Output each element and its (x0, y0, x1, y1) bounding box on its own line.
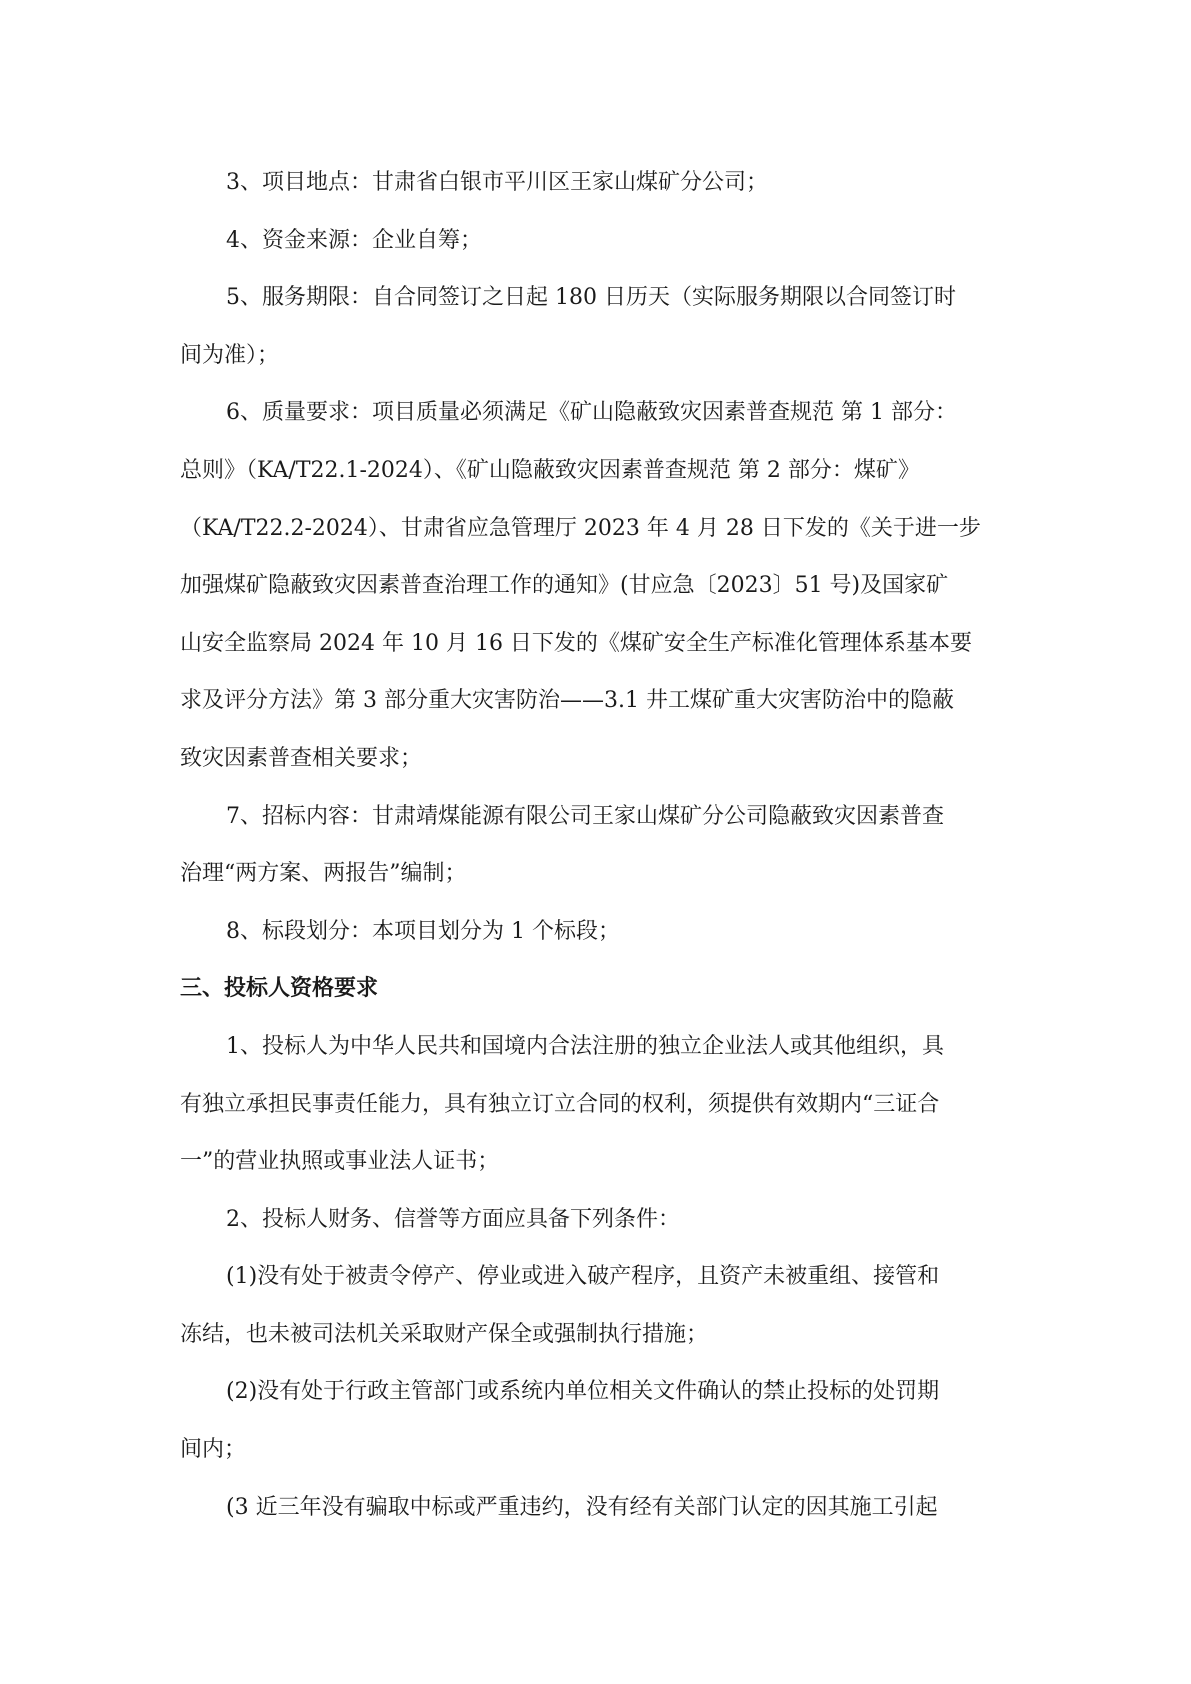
paragraph-condition-2: (2)没有处于行政主管部门或系统内单位相关文件确认的禁止投标的处罚期 (226, 1379, 940, 1405)
paragraph-quality-requirements-cont: 山安全监察局 2024 年 10 月 16 日下发的《煤矿安全生产标准化管理体系基本要 (180, 630, 972, 656)
paragraph-tender-content: 7、招标内容：甘肃靖煤能源有限公司王家山煤矿分公司隐蔽致灾因素普查 (226, 803, 944, 829)
paragraph-condition-3: (3 近三年没有骗取中标或严重违约，没有经有关部门认定的因其施工引起 (226, 1494, 938, 1520)
paragraph-condition-2-cont: 间内； (180, 1437, 247, 1463)
paragraph-condition-1-cont: 冻结，也未被司法机关采取财产保全或强制执行措施； (180, 1321, 709, 1347)
paragraph-quality-requirements-cont: 求及评分方法》第 3 部分重大灾害防治——3.1 井工煤矿重大灾害防治中的隐蔽 (180, 688, 954, 714)
paragraph-bidder-qualification-2: 2、投标人财务、信誉等方面应具备下列条件： (226, 1206, 680, 1232)
paragraph-quality-requirements-cont: （KA/T22.2-2024）、甘肃省应急管理厅 2023 年 4 月 28 日下发的《关于进一步 (180, 515, 981, 541)
paragraph-quality-requirements-cont: 致灾因素普查相关要求； (180, 745, 423, 771)
paragraph-quality-requirements: 6、质量要求：项目质量必须满足《矿山隐蔽致灾因素普查规范 第 1 部分： (226, 400, 957, 426)
paragraph-lot-division: 8、标段划分：本项目划分为 1 个标段； (226, 918, 620, 944)
paragraph-quality-requirements-cont: 加强煤矿隐蔽致灾因素普查治理工作的通知》(甘应急〔2023〕51 号)及国家矿 (180, 573, 949, 599)
document-body (180, 154, 1015, 1536)
paragraph-bidder-qualification-1-cont: 一”的营业执照或事业法人证书； (180, 1149, 500, 1175)
paragraph-service-period-cont: 间为准）； (180, 342, 280, 368)
paragraph-bidder-qualification-1: 1、投标人为中华人民共和国境内合法注册的独立企业法人或其他组织，具 (226, 1033, 944, 1059)
paragraph-condition-1: (1)没有处于被责令停产、停业或进入破产程序，且资产未被重组、接管和 (226, 1264, 940, 1290)
paragraph-tender-content-cont: 治理“两方案、两报告”编制； (180, 861, 467, 887)
paragraph-bidder-qualification-1-cont: 有独立承担民事责任能力，具有独立订立合同的权利，须提供有效期内“三证合 (180, 1091, 940, 1117)
paragraph-quality-requirements-cont: 总则》（KA/T22.1-2024）、《矿山隐蔽致灾因素普查规范 第 2 部分：煤矿》 (180, 457, 920, 483)
paragraph-project-location: 3、项目地点：甘肃省白银市平川区王家山煤矿分公司； (226, 170, 768, 195)
section-heading: 三、投标人资格要求 (180, 976, 379, 1002)
paragraph-funding-source: 4、资金来源：企业自筹； (226, 227, 482, 253)
paragraph-service-period: 5、服务期限：自合同签订之日起 180 日历天（实际服务期限以合同签订时 (226, 285, 956, 311)
